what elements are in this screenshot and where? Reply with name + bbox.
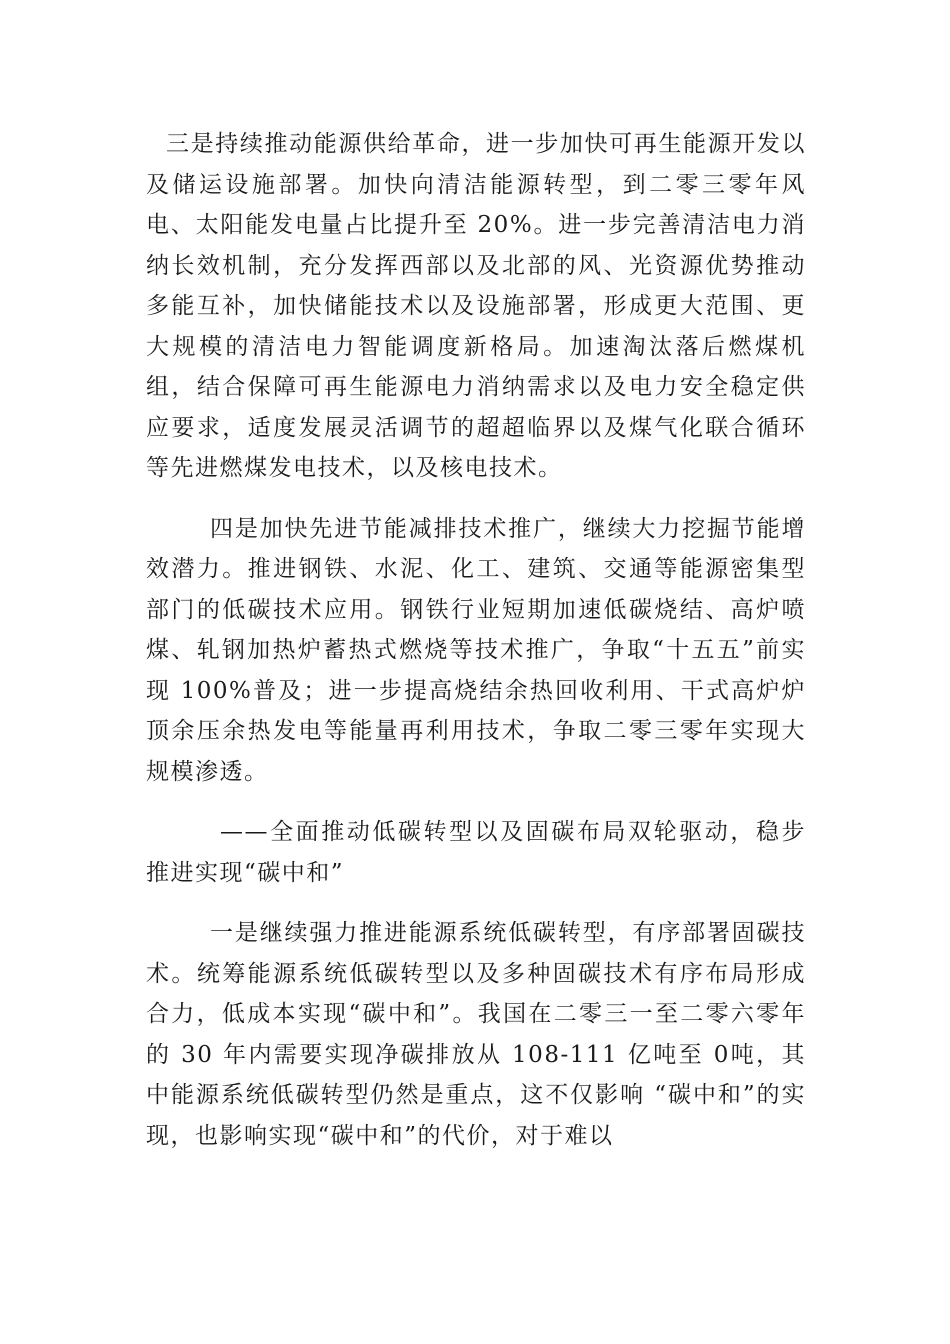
paragraph-gap [146,489,806,509]
paragraph-gap [146,893,806,913]
paragraph-low-carbon-transition: 一是继续强力推进能源系统低碳转型，有序部署固碳技术。统筹能源系统低碳转型以及多种固碳技术有序布局形成合力，低成本实现“碳中和”。我国在二零三一至二零六零年的 30 年内需要实现净碳排放从 108-111 亿吨至 0吨，其中能源系统低碳转型仍然是重点，这不仅影响 “碳中和”的实现，也影响实现“碳中和”的代价，对于难以 [146,920,806,1149]
paragraph-gap [146,792,806,812]
paragraph-energy-saving: 四是加快先进节能减排技术推广，继续大力挖掘节能增效潜力。推进钢铁、水泥、化工、建筑、交通等能源密集型部门的低碳技术应用。钢铁行业短期加速低碳烧结、高炉喷煤、轧钢加热炉蓄热式燃烧等技术推广，争取“十五五”前实现 100%普及；进一步提高烧结余热回收利用、干式高炉炉顶余压余热发电等能量再利用技术，争取二零三零年实现大规模渗透。 [146,515,806,785]
document-body [146,124,806,1156]
section-heading-carbon-neutral: ——全面推动低碳转型以及固碳布局双轮驱动，稳步推进实现“碳中和” [146,819,806,886]
paragraph-energy-supply: 三是持续推动能源供给革命，进一步加快可再生能源开发以及储运设施部署。加快向清洁能源转型，到二零三零年风电、太阳能发电量占比提升至 20%。进一步完善清洁电力消纳长效机制，充分发挥西部以及北部的风、光资源优势推动多能互补，加快储能技术以及设施部署，形成更大范围、更大规模的清洁电力智能调度新格局。加速淘汰落后燃煤机组，结合保障可再生能源电力消纳需求以及电力安全稳定供应要求，适度发展灵活调节的超超临界以及煤气化联合循环等先进燃煤发电技术，以及核电技术。 [146,131,806,481]
